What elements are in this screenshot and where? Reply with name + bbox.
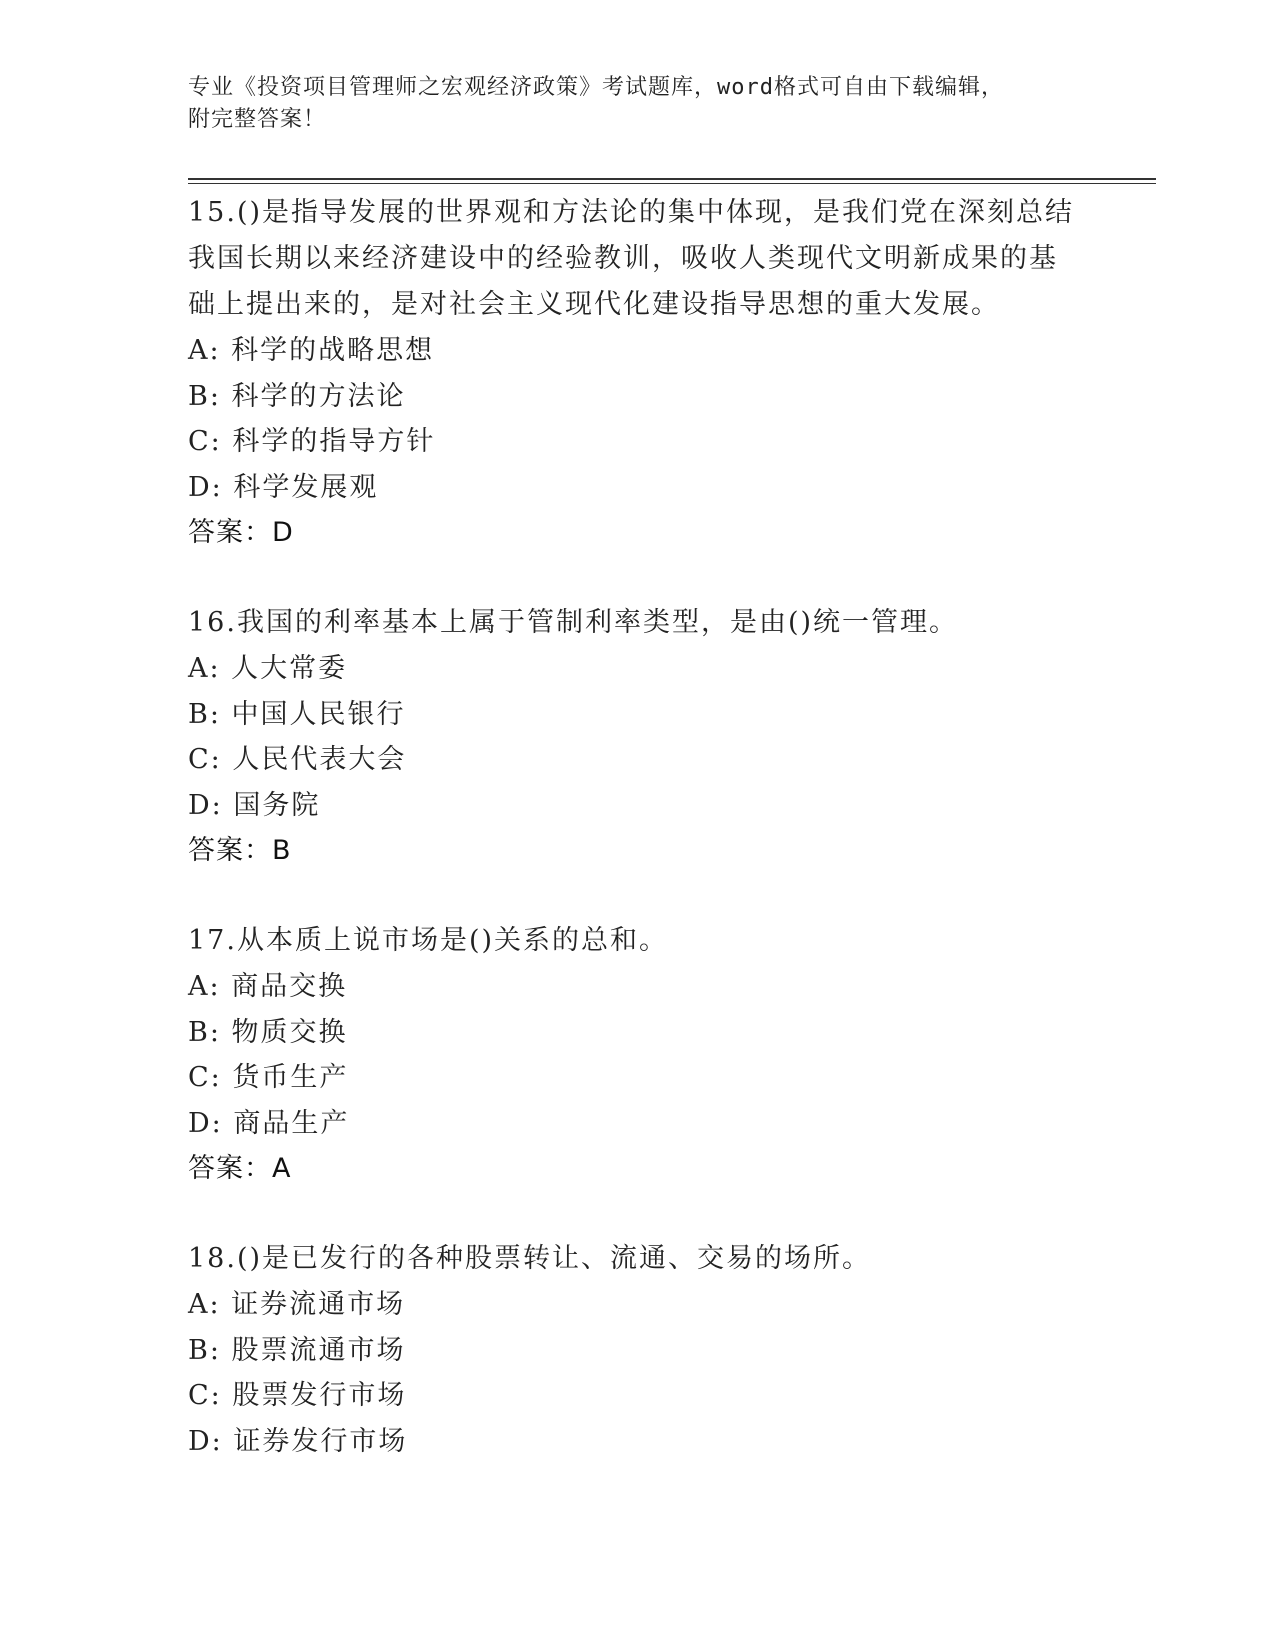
question-stem-line: 18.()是已发行的各种股票转让、流通、交易的场所。	[188, 1243, 872, 1274]
option-a: A: 人大常委	[188, 653, 348, 684]
spacer	[188, 874, 1088, 918]
answer: 答案：D	[188, 517, 294, 548]
option-d: D: 商品生产	[188, 1107, 350, 1139]
question-stem-line: 础上提出来的，是对社会主义现代化建设指导思想的重大发展。	[188, 289, 1000, 320]
question-16	[188, 600, 1088, 874]
option-b: B: 科学的方法论	[188, 380, 406, 412]
option-a: A: 证券流通市场	[188, 1289, 406, 1320]
option-c: C: 股票发行市场	[188, 1380, 407, 1411]
question-stem-line: 16.我国的利率基本上属于管制利率类型，是由()统一管理。	[188, 607, 959, 638]
option-d: D: 科学发展观	[188, 471, 379, 503]
spacer	[188, 556, 1088, 600]
option-b: B: 股票流通市场	[188, 1334, 406, 1366]
header-divider-secondary	[188, 183, 1156, 184]
question-15	[188, 190, 1088, 556]
option-c: C: 科学的指导方针	[188, 426, 436, 457]
question-list	[188, 190, 1088, 1464]
option-a: A: 商品交换	[188, 971, 348, 1002]
document-header	[188, 72, 1088, 136]
option-a: A: 科学的战略思想	[188, 335, 435, 366]
header-line-1: 专业《投资项目管理师之宏观经济政策》考试题库，word格式可自由下载编辑，	[188, 75, 1004, 100]
question-stem-line: 我国长期以来经济建设中的经验教训，吸收人类现代文明新成果的基	[188, 243, 1058, 274]
option-b: B: 中国人民银行	[188, 698, 406, 730]
option-d: D: 国务院	[188, 789, 321, 821]
question-17	[188, 918, 1088, 1192]
question-stem-line: 17.从本质上说市场是()关系的总和。	[188, 925, 669, 956]
header-line-2: 附完整答案！	[188, 107, 327, 132]
question-stem-line: 15.()是指导发展的世界观和方法论的集中体现，是我们党在深刻总结	[188, 197, 1075, 228]
answer: 答案：A	[188, 1153, 292, 1184]
question-18	[188, 1236, 1088, 1464]
answer: 答案：B	[188, 835, 292, 866]
option-d: D: 证券发行市场	[188, 1425, 408, 1457]
option-c: C: 人民代表大会	[188, 744, 407, 775]
header-divider	[188, 178, 1156, 180]
option-b: B: 物质交换	[188, 1016, 348, 1048]
spacer	[188, 1192, 1088, 1236]
option-c: C: 货币生产	[188, 1062, 349, 1093]
